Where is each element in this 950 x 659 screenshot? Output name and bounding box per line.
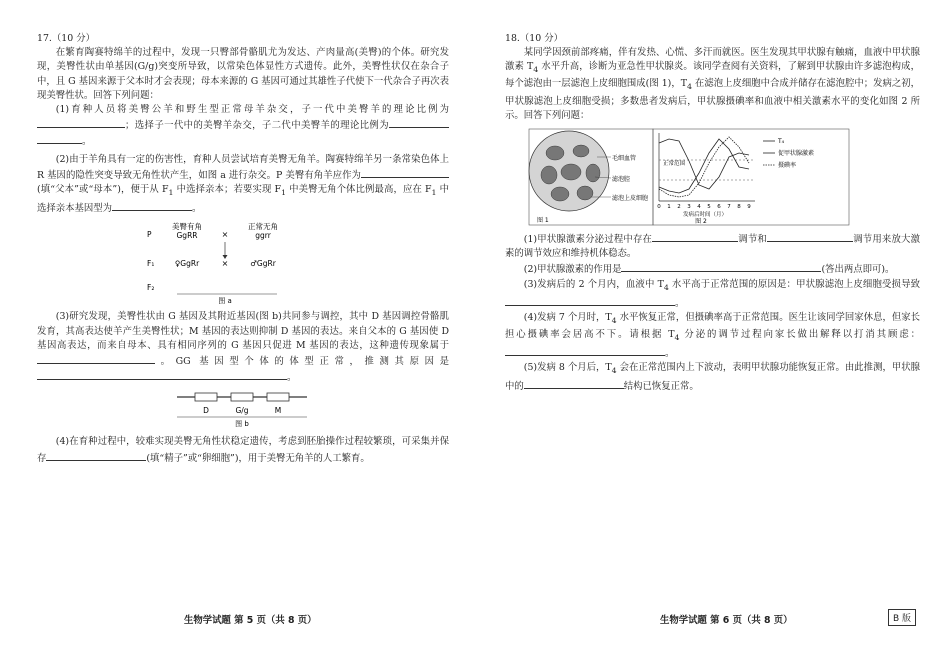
answer-blank[interactable]	[37, 353, 155, 364]
curve-iodine	[659, 137, 749, 197]
answer-blank[interactable]	[652, 231, 738, 242]
fig1-label-capillary: 毛细血管	[612, 154, 637, 162]
q17-part4: (4)在育种过程中，较难实现美臀无角性状稳定遗传，考虑到胚胎操作过程较繁琐，可采集并保存 (填“精子”或“卵细胞”)，用于美臀无角羊的人工繁育。	[37, 436, 449, 464]
fig-a-caption: 图 a	[218, 297, 232, 306]
answer-blank[interactable]	[46, 450, 146, 461]
q18-part5: (5)发病 8 个月后，$T_4$ 会在正常范围内上下波动，表明甲状腺功能恢复正常。由此推测，甲状腺中的 结构已恢复正常。	[505, 362, 920, 393]
gene-G-box	[231, 393, 253, 401]
gene-map	[37, 389, 449, 431]
svg-text:1: 1	[667, 203, 671, 210]
fig-b-caption: 图 b	[235, 420, 249, 429]
figures-1-2	[505, 127, 920, 227]
fig1-label-lumen: 滤泡腔	[612, 175, 631, 183]
gene-M-label: M	[274, 406, 282, 416]
gene-D-label: D	[203, 406, 209, 416]
answer-blank[interactable]	[621, 261, 821, 272]
svg-text:促甲状腺激素: 促甲状腺激素	[778, 149, 815, 157]
figure-b	[37, 389, 449, 431]
svg-text:4: 4	[697, 203, 701, 210]
q17-part2: (2)由于羊角具有一定的伤害性，育种人员尝试培育美臀无角羊。陶赛特绵羊另一条常染色体上 R 基因的隐性突变导致无角性状产生，如图 a 进行杂交。P 美臀有角羊应作为(填“父本”或“母本”)，便于从 $F_1$ 中选择亲本；若要实现 $F_1$ 中美臀无角个体比例最高，应在 $F_1$ 中选择亲本基因型为 。	[37, 153, 449, 215]
q18-intro: 某同学因颈前部疼痛，伴有发热、心慌、多汗而就医。医生发现其甲状腺有触痛，血液中甲状腺激素 $T_4$ 水平升高，诊断为亚急性甲状腺炎。该同学查阅有关资料，了解到甲状腺由许多滤泡构成，每个滤泡由一层滤泡上皮细胞围成(图 1)，$T_4$ 在滤泡上皮细胞中合成并储存在滤泡腔中；发病之初，甲状腺滤泡上皮细胞受损；多数患者发病后，甲状腺摄碘率和血液中相关激素水平的变化如图 2 所示。回答下列问题：	[505, 47, 921, 121]
fig1-caption: 图 1	[537, 216, 549, 224]
q18-part3: (3)发病后的 2 个月内，血液中 $T_4$ 水平高于正常范围的原因是：甲状腺滤泡上皮细胞受损导致。	[505, 278, 920, 311]
svg-text:0: 0	[657, 203, 661, 210]
answer-blank[interactable]	[361, 167, 449, 178]
fig2-frame	[653, 129, 849, 225]
answer-blank[interactable]	[524, 378, 624, 389]
thyroid-figures	[505, 127, 920, 227]
gene-G-label: G/g	[235, 406, 249, 416]
q17-intro: 在繁育陶赛特绵羊的过程中，发现一只臀部骨骼肌尤为发达、产肉量高(美臀)的个体。研究发现，美臀性状由单基因(G/g)突变所导致，以常染色体显性方式遗传。此外，美臀性状仅在杂合子中，且 G 基因来源于父本时才会表现；母本来源的 G 基因可通过其雄性子代使下一代杂合子再次表现美臀性状。回答下列问题：	[37, 47, 449, 101]
figure-a	[37, 220, 449, 306]
svg-text:3: 3	[687, 203, 691, 210]
fig-a-top-left-geno: GgRR	[176, 231, 198, 241]
answer-blank[interactable]	[767, 231, 853, 242]
answer-blank[interactable]	[389, 117, 449, 128]
answer-blank[interactable]	[37, 369, 287, 380]
fig-a-P: P	[147, 230, 152, 240]
q18-part4: (4)发病 7 个月时，$T_4$ 水平恢复正常，但摄碘率高于正常范围。医生让该同学回家休息，但家长担心摄碘率会居高不下。请根据 $T_4$ 分泌的调节过程向家长做出解释以打消其顾虑：。	[505, 311, 920, 360]
fig-a-top-right-label: 正常无角	[248, 222, 278, 232]
cross-diagram	[37, 220, 449, 306]
answer-blank[interactable]	[37, 133, 82, 144]
fig2-caption: 图 2	[695, 217, 707, 225]
fig-a-f1-cross: ×	[221, 259, 229, 269]
svg-text:2: 2	[677, 203, 681, 210]
q18-part2: (2)甲状腺激素的作用是 (答出两点即可)。	[505, 261, 920, 277]
normal-range-label: 正常范围	[663, 160, 686, 167]
footer-left: 生物学试题 第 5 页（共 8 页）	[184, 615, 317, 626]
svg-text:摄碘率: 摄碘率	[778, 161, 797, 169]
answer-blank[interactable]	[505, 345, 665, 356]
fig-a-f1-male: ♂GgRr	[250, 259, 276, 269]
answer-blank[interactable]	[37, 117, 125, 128]
fig-a-cross-symbol: ×	[221, 230, 229, 240]
q18-part1: (1)甲状腺激素分泌过程中存在 调节和 调节用来放大激素的调节效应和维持机体稳态。	[505, 231, 920, 261]
svg-text:5: 5	[707, 203, 711, 210]
fig-a-F2: F₂	[147, 283, 155, 293]
version-badge: B 版	[888, 609, 916, 626]
right-page	[475, 0, 950, 659]
fig1-label-epithelium: 滤泡上皮细胞	[612, 194, 649, 202]
answer-blank[interactable]	[505, 295, 675, 306]
svg-text:8: 8	[737, 203, 741, 210]
fig-a-F1: F₁	[147, 259, 155, 269]
footer-right: 生物学试题 第 6 页（共 8 页）	[660, 615, 793, 626]
answer-blank[interactable]	[112, 200, 192, 211]
fig2-legend	[763, 138, 814, 169]
svg-text:7: 7	[727, 203, 731, 210]
fig-a-top-left-label: 美臀有角	[172, 222, 202, 232]
question-18	[505, 32, 920, 395]
fig2-x-ticks	[657, 204, 751, 210]
fig-a-f1-female: ♀GgRr	[174, 259, 200, 269]
q17-title: 17.（10 分）	[37, 33, 95, 44]
q17-part1: (1)育种人员将美臀公羊和野生型正常母羊杂交，子一代中美臀羊的理论比例为；选择子一代中的美臀羊杂交，子二代中美臀羊的理论比例为。	[37, 103, 449, 150]
svg-text:T₄: T₄	[778, 137, 785, 145]
svg-text:6: 6	[717, 203, 721, 210]
gene-M-box	[267, 393, 289, 401]
fig2-xlabel: 发病后时间（月）	[682, 211, 728, 218]
fig-a-top-right-geno: ggrr	[255, 231, 271, 241]
svg-text:9: 9	[747, 203, 751, 210]
q17-part3: (3)研究发现，美臀性状由 G 基因及其附近基因(图 b)共同参与调控，其中 D 基因调控骨骼肌发育，其高表达使羊产生美臀性状；M 基因的表达则抑制 D 基因的表达。来自父本的 G 基因使 D 基因高表达，而来自母本、具有相同序列的 G 基因只促进 M 基因的表达，这种遗传现象属于。GG 基因型个体的体型正常，推测其原因是。	[37, 311, 449, 384]
question-17	[37, 32, 449, 466]
q18-title: 18.（10 分）	[505, 33, 563, 44]
gene-D-box	[195, 393, 217, 401]
